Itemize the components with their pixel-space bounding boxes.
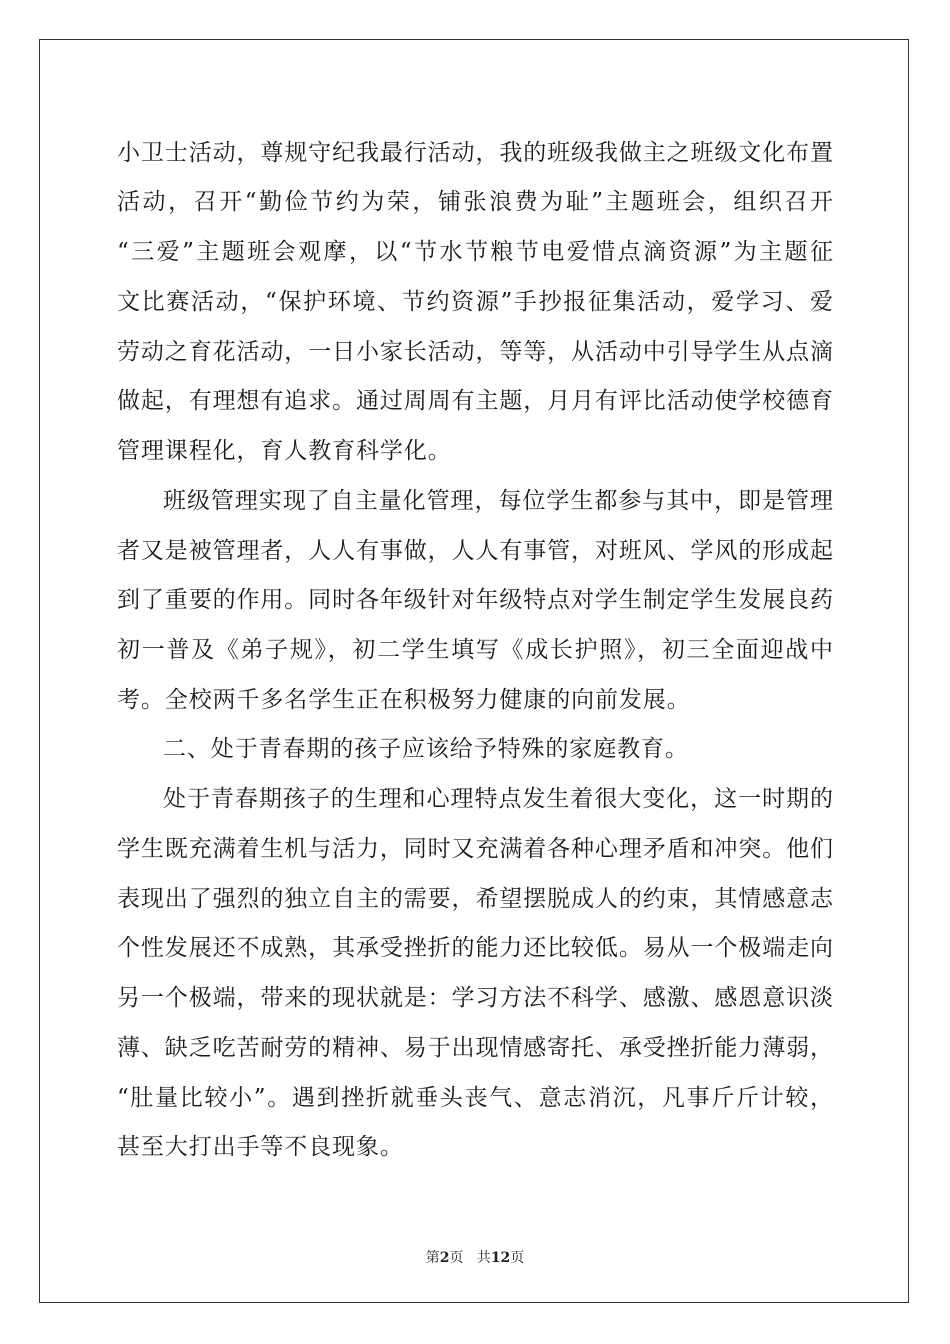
footer-page-prefix: 第 [425,1250,440,1266]
text-line: 活动，召开“勤俭节约为荣，铺张浪费为耻”主题班会，组织召开 [117,189,833,215]
page-frame [39,39,909,1303]
paragraph-first-line: 班级管理实现了自主量化管理，每位学生都参与其中，即是管理 [163,488,833,514]
text-line: 甚至大打出手等不良现象。 [117,1134,404,1160]
page-footer [0,1249,950,1267]
footer-page-number: 2 [439,1250,450,1266]
footer-page-suffix: 页 [449,1250,464,1266]
footer-total-prefix: 共 [476,1250,491,1266]
text-line: 文比赛活动，“保护环境、节约资源”手抄报征集活动，爱学习、爱 [117,289,833,315]
text-line: 劳动之育花活动，一日小家长活动，等等，从活动中引导学生从点滴 [117,339,833,365]
text-line: 薄、缺乏吃苦耐劳的精神、易于出现情感寄托、承受挫折能力薄弱， [117,1035,833,1061]
text-line: “三爱”主题班会观摩，以“节水节粮节电爱惜点滴资源”为主题征 [117,239,833,265]
text-line: 考。全校两千多名学生正在积极努力健康的向前发展。 [117,687,691,713]
text-line: 到了重要的作用。同时各年级针对年级特点对学生制定学生发展良药 [117,587,833,613]
section-heading: 二、处于青春期的孩子应该给予特殊的家庭教育。 [163,736,689,762]
text-line: 表现出了强烈的独立自主的需要，希望摆脱成人的约束，其情感意志 [117,886,833,912]
text-line: 管理课程化，育人教育科学化。 [117,438,452,464]
text-line: 做起，有理想有追求。通过周周有主题，月月有评比活动使学校德育 [117,388,833,414]
text-line: 学生既充满着生机与活力，同时又充满着各种心理矛盾和冲突。他们 [117,836,833,862]
footer-total-suffix: 页 [510,1250,525,1266]
text-line: 小卫士活动，尊规守纪我最行活动，我的班级我做主之班级文化布置 [117,140,833,166]
paragraph-first-line: 处于青春期孩子的生理和心理特点发生着很大变化，这一时期的 [163,786,833,812]
footer-total-pages: 12 [490,1250,511,1266]
text-line: 个性发展还不成熟，其承受挫折的能力还比较低。易从一个极端走向 [117,935,833,961]
text-line: 另一个极端，带来的现状就是：学习方法不科学、感激、感恩意识淡 [117,985,833,1011]
text-line: 初一普及《弟子规》，初二学生填写《成长护照》，初三全面迎战中 [117,637,833,663]
text-line: 者又是被管理者，人人有事做，人人有事管，对班风、学风的形成起 [117,538,833,564]
text-line: “肚量比较小”。遇到挫折就垂头丧气、意志消沉，凡事斤斤计较， [117,1085,833,1111]
